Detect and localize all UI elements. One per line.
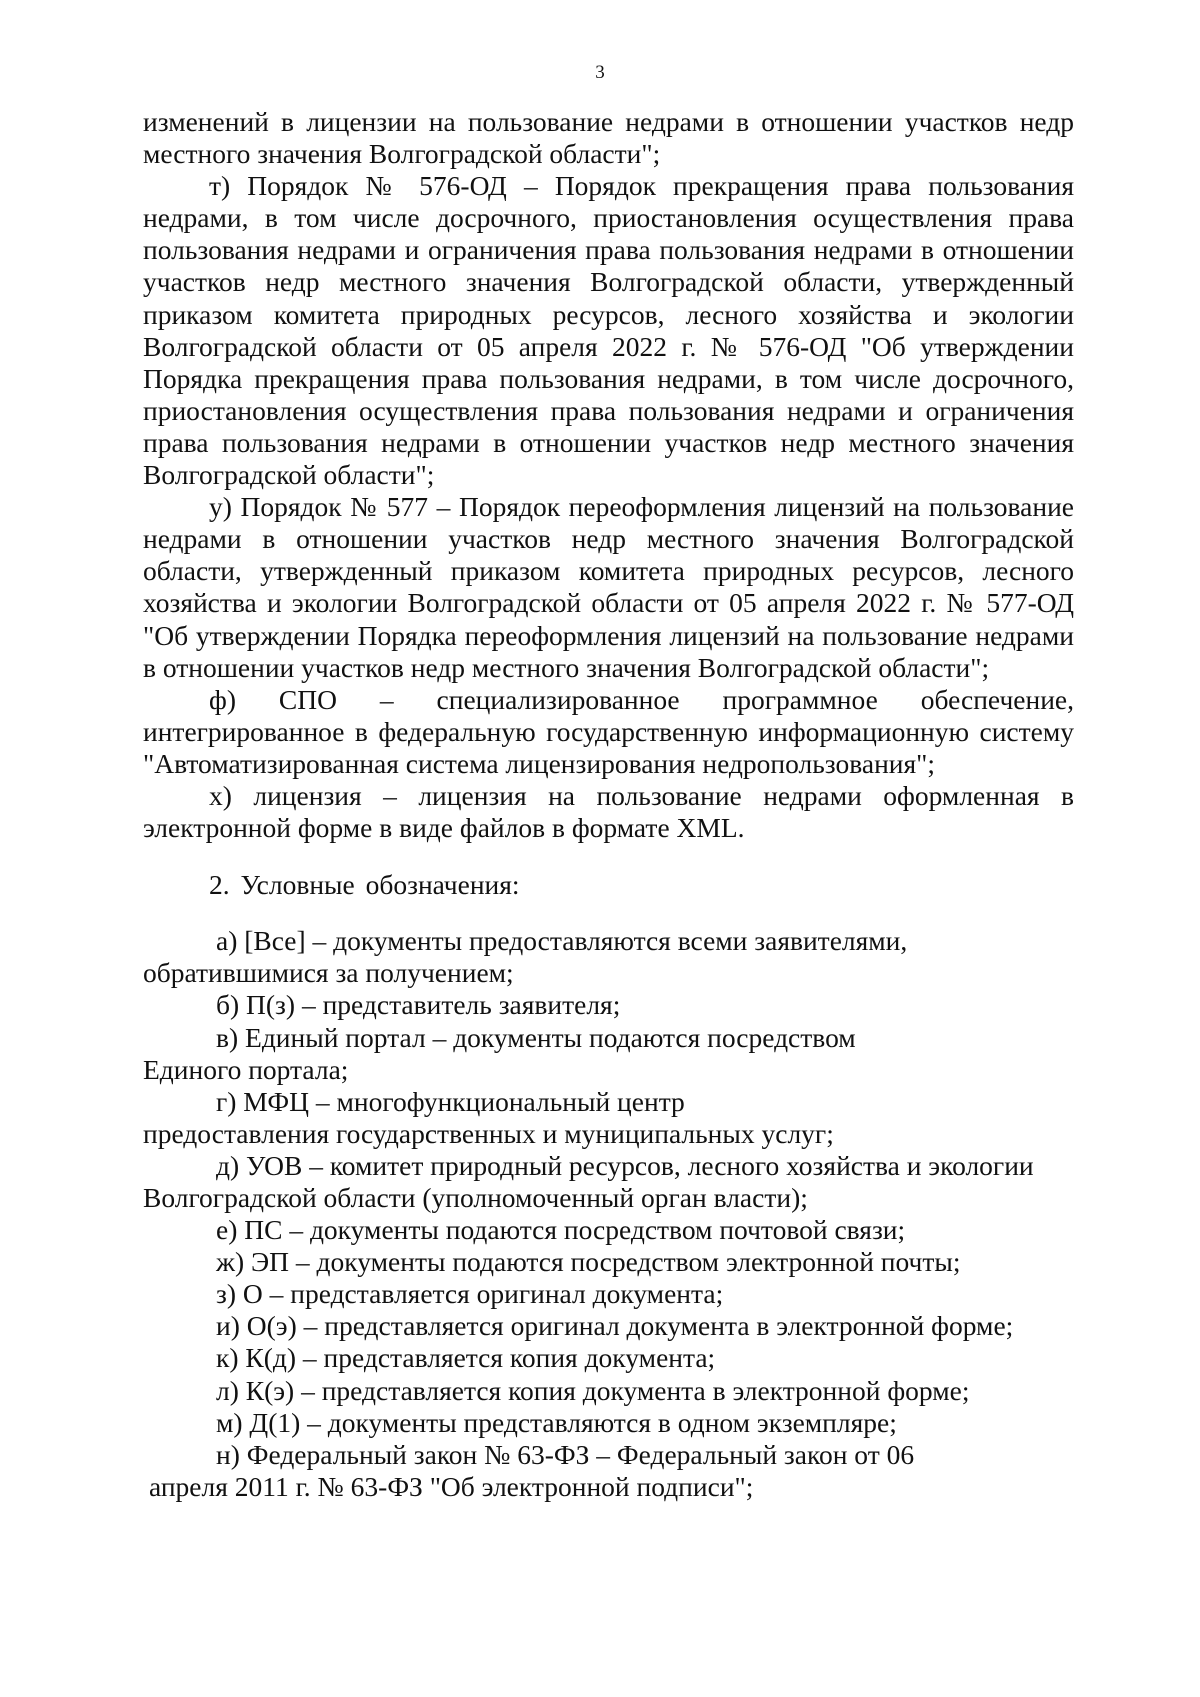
page-number: 3 (595, 62, 605, 83)
document-body (143, 106, 1074, 1503)
notation-item-n: н) Федеральный закон № 63-ФЗ – Федеральный закон от 06 апреля 2011 г. № 63-ФЗ "Об электронной подписи"; (149, 1438, 915, 1502)
definition-item-t: т) Порядок № 576-ОД – Порядок прекращения права пользования недрами, в том числе досрочного, приостановления осуществления права пользования недрами и ограничения права пользования недрами в отношении участков недр местного значения Волгоградской области, утвержденный приказом комитета природных ресурсов, лесного хозяйства и экологии Волгоградской области от 05 апреля 2022 г. № 576-ОД "Об утверждении Порядка прекращения права пользования недрами, в том числе досрочного, приостановления осуществления права пользования недрами и ограничения права пользования недрами в отношении участков недр местного значения Волгоградской области"; (143, 170, 1074, 491)
notation-item-i: и) О(э) – представляется оригинал документа в электронной форме; (216, 1310, 1014, 1342)
notation-item-e: е) ПС – документы подаются посредством почтовой связи; (216, 1214, 906, 1246)
notation-item-b: б) П(з) – представитель заявителя; (216, 989, 621, 1021)
notation-item-d: д) УОВ – комитет природный ресурсов, лесного хозяйства и экологии Волгоградской области (уполномоченный орган власти); (143, 1149, 1034, 1213)
notation-item-m: м) Д(1) – документы представляются в одном экземпляре; (216, 1406, 897, 1438)
notation-item-z: з) О – представляется оригинал документа; (216, 1278, 724, 1310)
notation-item-v: в) Единый портал – документы подаются посредством Единого портала; (143, 1021, 856, 1085)
continuation-paragraph: изменений в лицензии на пользование недрами в отношении участков недр местного значения Волгоградской области"; (143, 106, 1074, 170)
notation-item-a: а) [Все] – документы предоставляются всеми заявителями, обратившимися за получением; (143, 925, 908, 989)
notation-item-g: г) МФЦ – многофункциональный центр предоставления государственных и муниципальных услуг; (143, 1085, 834, 1149)
definition-item-u: у) Порядок № 577 – Порядок переоформления лицензий на пользование недрами в отношении участков недр местного значения Волгоградской области, утвержденный приказом комитета природных ресурсов, лесного хозяйства и экологии Волгоградской области от 05 апреля 2022 г. № 577-ОД "Об утверждении Порядка переоформления лицензий на пользование недрами в отношении участков недр местного значения Волгоградской области"; (143, 491, 1074, 683)
notation-item-k: к) К(д) – представляется копия документа; (216, 1342, 716, 1374)
notation-item-l: л) К(э) – представляется копия документа в электронной форме; (216, 1374, 970, 1406)
definition-item-f: ф) СПО – специализированное программное обеспечение, интегрированное в федеральную государственную информационную систему "Автоматизированная система лицензирования недропользования"; (143, 683, 1074, 779)
section-heading: 2. Условные обозначения: (209, 869, 520, 901)
notation-item-zh: ж) ЭП – документы подаются посредством электронной почты; (216, 1246, 961, 1278)
definition-item-kh: х) лицензия – лицензия на пользование недрами оформленная в электронной форме в виде файлов в формате XML. (143, 779, 1074, 844)
